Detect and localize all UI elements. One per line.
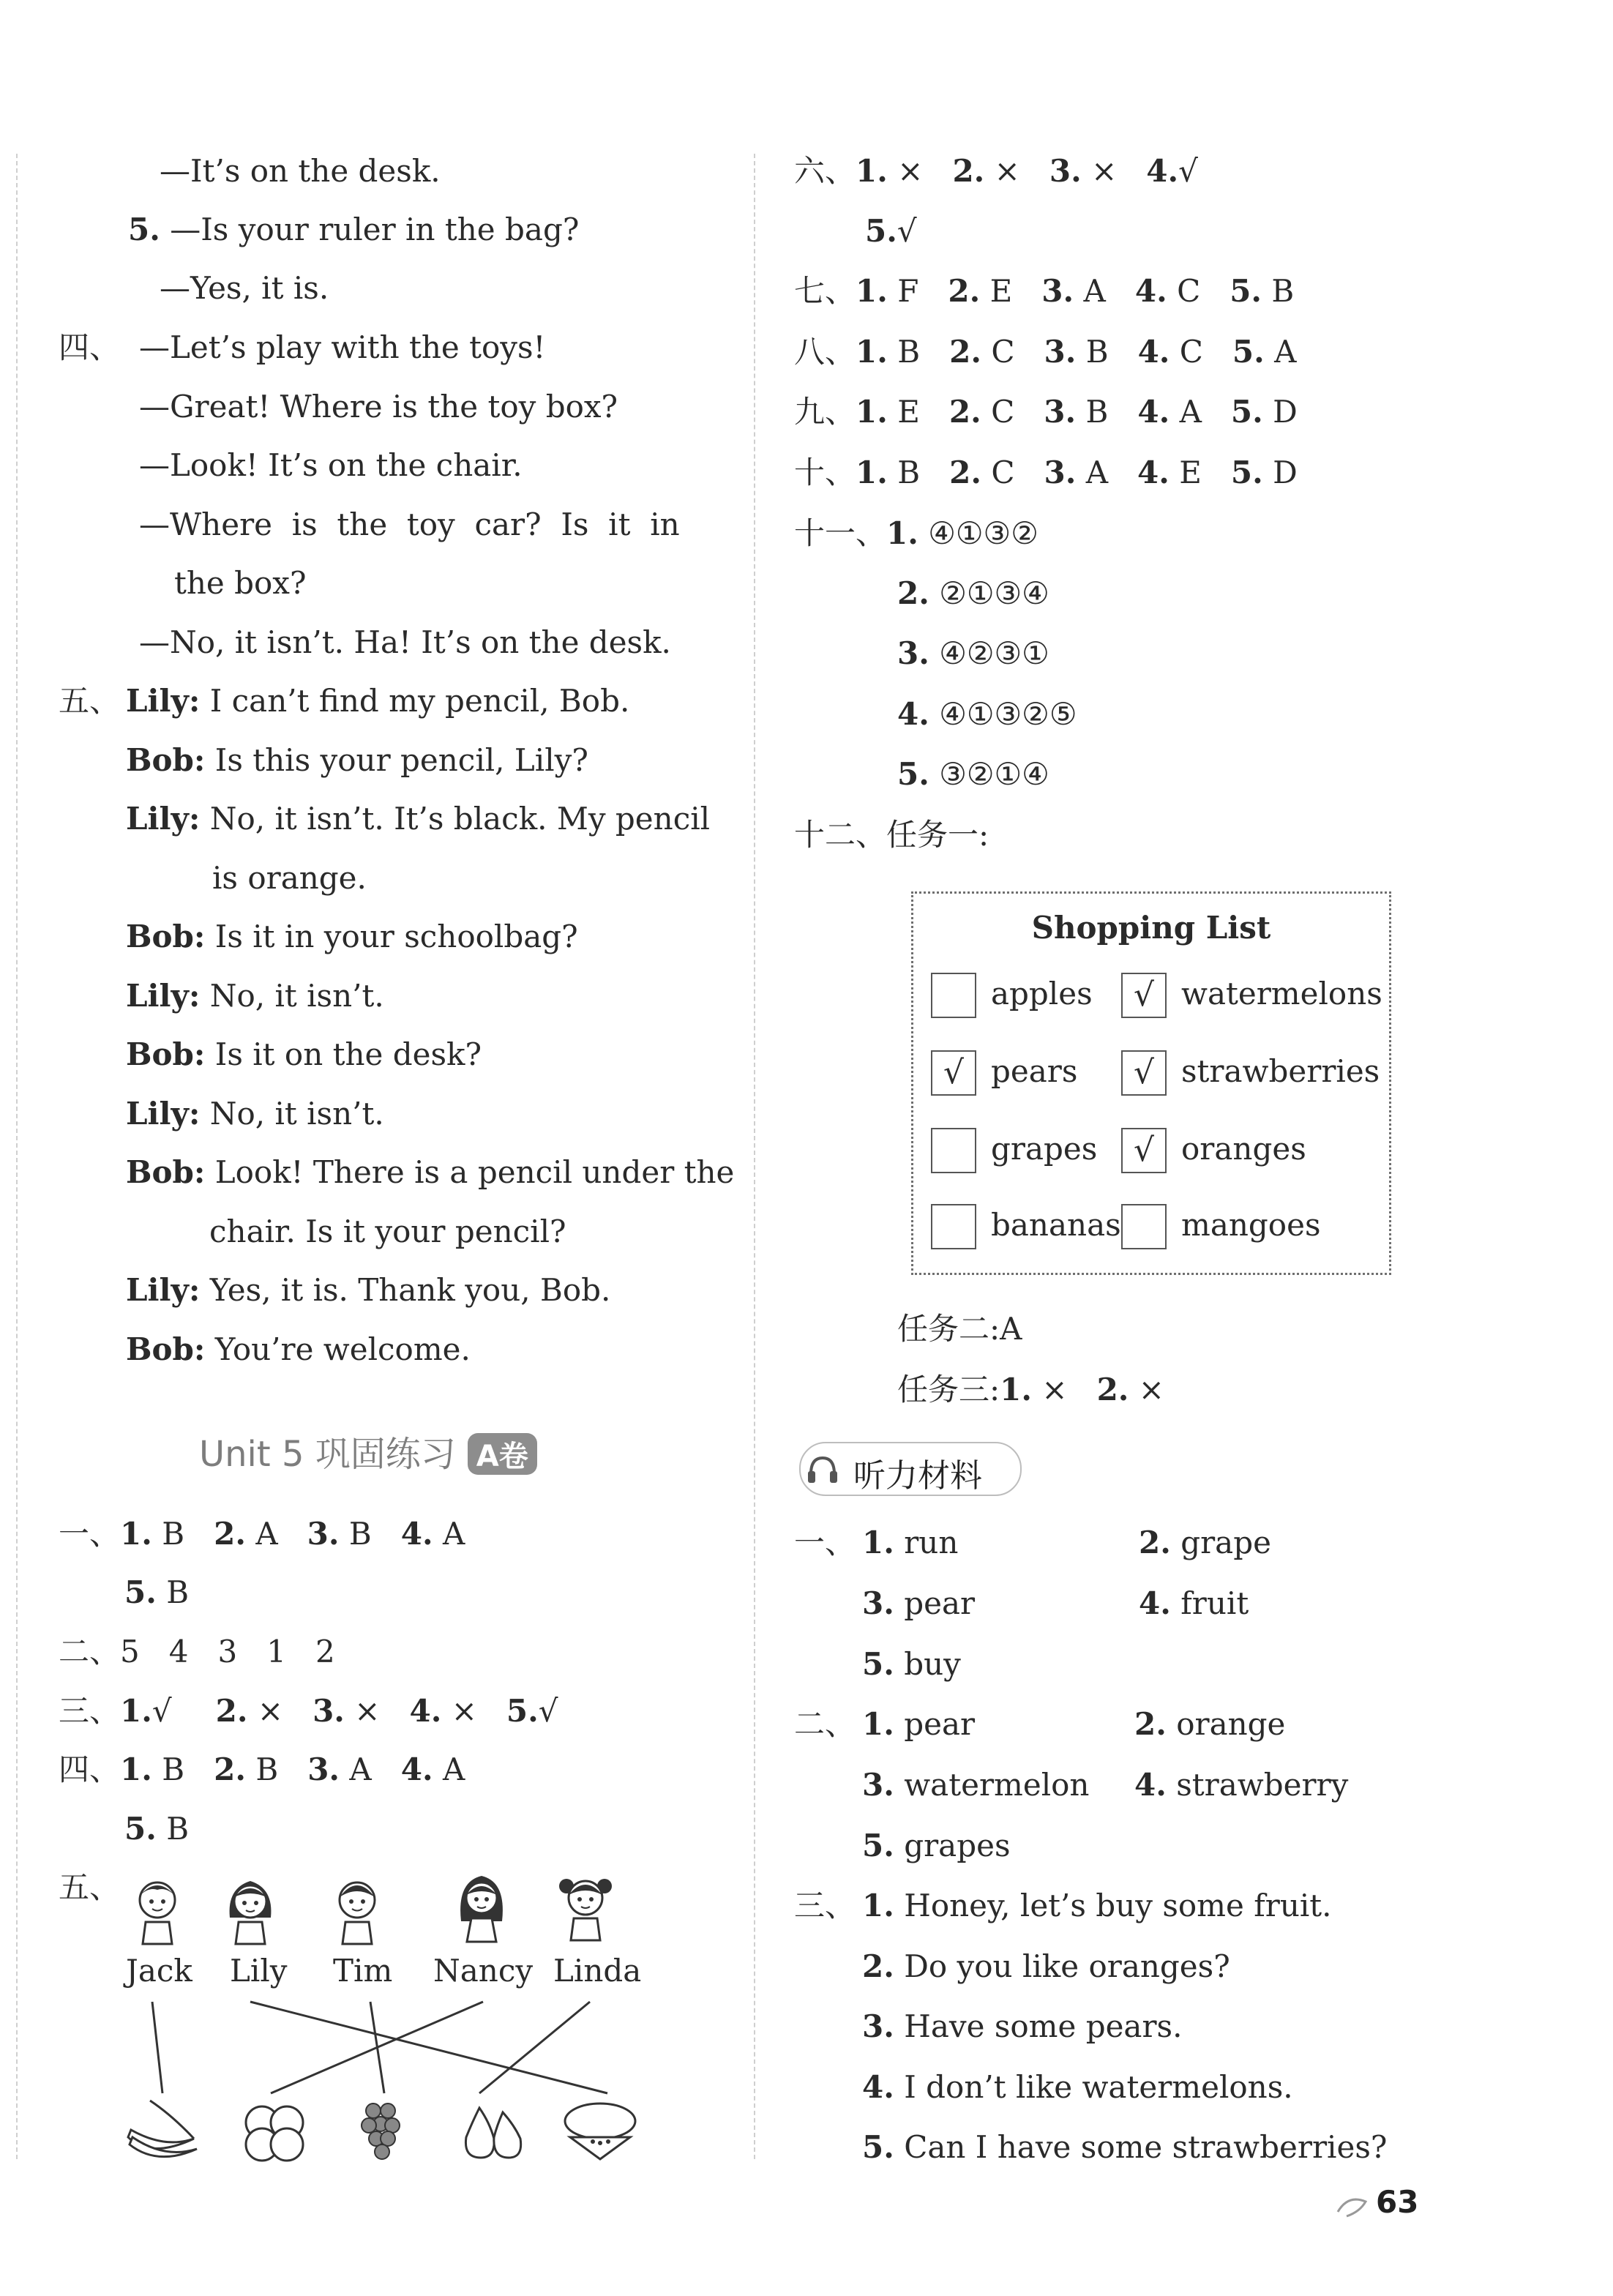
item-number: 2. bbox=[897, 575, 929, 611]
speech: Is this your pencil, Lily? bbox=[214, 742, 588, 778]
item-number: 1. bbox=[856, 273, 888, 309]
item-number: 5. bbox=[1230, 273, 1262, 309]
answer-row bbox=[59, 1515, 465, 1553]
dialogue-line: —Look! It’s on the chair. bbox=[139, 447, 523, 483]
answer: 3 bbox=[217, 1634, 238, 1669]
item-number: 3. bbox=[1044, 334, 1077, 370]
checkbox: √ bbox=[931, 1050, 976, 1096]
item-number: 5. bbox=[506, 1693, 539, 1729]
dialogue-line bbox=[126, 918, 578, 956]
answer: × bbox=[994, 153, 1020, 189]
item-number: 3. bbox=[1044, 455, 1077, 490]
shopping-list-title: Shopping List bbox=[1031, 910, 1271, 946]
unit-title bbox=[199, 1426, 537, 1476]
kid-name: Jack bbox=[126, 1953, 192, 1989]
answer-row bbox=[794, 272, 1294, 310]
answer: C bbox=[991, 455, 1015, 490]
word: orange bbox=[1176, 1706, 1286, 1742]
dialogue-line bbox=[126, 977, 384, 1015]
item-number: 2. bbox=[214, 1751, 246, 1787]
section-label: 三、 bbox=[794, 1888, 856, 1923]
speech: Is it on the desk? bbox=[214, 1036, 482, 1072]
item-number: 2. bbox=[949, 334, 981, 370]
item-number: 4. bbox=[1137, 334, 1170, 370]
item-number: 5. bbox=[862, 1828, 894, 1863]
answer-row bbox=[59, 1751, 465, 1789]
section-label: 十一、 bbox=[794, 515, 887, 551]
item-number: 1. bbox=[886, 515, 918, 551]
section-label: 四、 bbox=[59, 329, 121, 365]
item-number: 3. bbox=[862, 1585, 894, 1621]
item-number: 2. bbox=[1096, 1372, 1129, 1407]
answer: B bbox=[162, 1751, 185, 1787]
answer: A bbox=[442, 1516, 465, 1552]
dialogue-line: —No, it isn’t. Ha! It’s on the desk. bbox=[139, 624, 671, 660]
item-number: 3. bbox=[307, 1516, 340, 1552]
item-number: 4. bbox=[1134, 273, 1167, 309]
speech: No, it isn’t. It’s black. My pencil bbox=[209, 801, 711, 837]
item-number: 3. bbox=[862, 1767, 894, 1803]
dialogue-line bbox=[126, 800, 710, 838]
answer: E bbox=[1179, 455, 1202, 490]
answer-row bbox=[124, 1574, 189, 1612]
answer: 2 bbox=[315, 1634, 335, 1669]
item-number: 1. bbox=[856, 455, 888, 490]
answer: 1 bbox=[266, 1634, 286, 1669]
word-item bbox=[1139, 1524, 1271, 1562]
checkbox: √ bbox=[1121, 1050, 1167, 1096]
kid-name: Linda bbox=[553, 1953, 642, 1989]
speech: No, it isn’t. bbox=[209, 1096, 384, 1132]
speaker: Lily: bbox=[126, 801, 201, 837]
checkbox bbox=[931, 973, 976, 1018]
item-number: 5. bbox=[865, 213, 897, 249]
shopping-list bbox=[911, 891, 1391, 1275]
word: run bbox=[904, 1525, 959, 1560]
answer: A bbox=[255, 1516, 278, 1552]
item-number: 5. bbox=[128, 212, 160, 247]
answer: A bbox=[1085, 455, 1109, 490]
speech: No, it isn’t. bbox=[209, 978, 384, 1014]
answer: C bbox=[991, 334, 1015, 370]
item-number: 4. bbox=[1137, 455, 1169, 490]
item-number: 4. bbox=[400, 1516, 433, 1552]
answer-row bbox=[794, 393, 1298, 431]
sentence: Can I have some strawberries? bbox=[904, 2129, 1388, 2165]
speaker: Bob: bbox=[126, 1331, 206, 1367]
item-number: 3. bbox=[862, 2008, 894, 2044]
answer-row bbox=[59, 1633, 335, 1671]
word-item bbox=[862, 1827, 1011, 1865]
word: buy bbox=[904, 1646, 961, 1682]
section-label: 八、 bbox=[794, 334, 856, 370]
word: pear bbox=[904, 1585, 976, 1621]
answer: ④①③②⑤ bbox=[939, 696, 1077, 732]
item-number: 5. bbox=[124, 1574, 157, 1610]
answer: ④②③① bbox=[939, 635, 1049, 671]
word-item bbox=[862, 1645, 961, 1683]
section-label: 九、 bbox=[794, 394, 856, 430]
unit-badge: A卷 bbox=[468, 1433, 537, 1475]
answer: 4 bbox=[168, 1634, 189, 1669]
sentence: Honey, let’s buy some fruit. bbox=[904, 1888, 1332, 1923]
answer: B bbox=[897, 455, 921, 490]
sentence: Have some pears. bbox=[904, 2008, 1183, 2044]
list-item: oranges bbox=[1181, 1131, 1306, 1167]
answer-row bbox=[897, 1310, 1022, 1348]
section-label: 二、 bbox=[794, 1706, 856, 1742]
checkbox bbox=[1121, 1204, 1167, 1249]
section-label: 四、 bbox=[59, 1751, 121, 1787]
speech: Is it in your schoolbag? bbox=[214, 919, 578, 954]
listening-title: 听力材料 bbox=[853, 1457, 982, 1495]
banana-icon bbox=[121, 2086, 201, 2166]
checkbox bbox=[931, 1128, 976, 1173]
item-number: 4. bbox=[1134, 1767, 1167, 1803]
item-number: 3. bbox=[1044, 394, 1077, 430]
word: strawberry bbox=[1176, 1767, 1349, 1803]
speaker: Lily: bbox=[126, 1096, 201, 1132]
word-item bbox=[862, 1766, 1089, 1804]
tim-avatar bbox=[328, 1874, 386, 1947]
sentence-item bbox=[862, 2068, 1293, 2106]
section-label: 三、 bbox=[59, 1693, 121, 1729]
speaker: Lily: bbox=[126, 683, 201, 719]
checkbox: √ bbox=[1121, 973, 1167, 1018]
item-number: 4. bbox=[1137, 394, 1170, 430]
section-label: 十二、 bbox=[794, 817, 887, 853]
item-number: 4. bbox=[1139, 1585, 1171, 1621]
checkbox: √ bbox=[1121, 1128, 1167, 1173]
word-item bbox=[1134, 1705, 1285, 1743]
word: fruit bbox=[1180, 1585, 1249, 1621]
dialogue-line bbox=[126, 682, 629, 720]
answer-row bbox=[897, 575, 1049, 613]
dialogue-line bbox=[126, 1153, 734, 1192]
answer: B bbox=[348, 1516, 372, 1552]
list-item: mangoes bbox=[1181, 1207, 1321, 1243]
item-number: 3. bbox=[1041, 273, 1074, 309]
item-number: 5. bbox=[1230, 455, 1263, 490]
word: grapes bbox=[904, 1828, 1011, 1863]
left-margin-divider bbox=[16, 154, 18, 2159]
word-item bbox=[1139, 1585, 1249, 1623]
answer-row bbox=[897, 635, 1049, 673]
answer: × bbox=[257, 1693, 284, 1729]
word: grape bbox=[1180, 1525, 1271, 1560]
checkbox bbox=[931, 1204, 976, 1249]
answer: A bbox=[1274, 334, 1297, 370]
section-label: 七、 bbox=[794, 273, 856, 309]
answer: B bbox=[166, 1811, 190, 1847]
item-number: 5. bbox=[1230, 394, 1263, 430]
speaker: Bob: bbox=[126, 742, 206, 778]
answer: D bbox=[1273, 394, 1298, 430]
section-label: 一、 bbox=[794, 1525, 856, 1560]
item-number: 5. bbox=[862, 1646, 894, 1682]
word-item bbox=[862, 1705, 975, 1743]
answer: × bbox=[1041, 1372, 1068, 1407]
list-item: strawberries bbox=[1181, 1053, 1380, 1089]
item-number: 5. bbox=[124, 1811, 157, 1847]
item-number: 2. bbox=[1134, 1706, 1167, 1742]
answer-row bbox=[897, 695, 1077, 733]
page-corner-decoration-icon bbox=[1333, 2180, 1377, 2224]
answer: B bbox=[166, 1574, 190, 1610]
nancy-avatar bbox=[452, 1870, 511, 1943]
answer-row bbox=[897, 755, 1049, 793]
word: pear bbox=[904, 1706, 976, 1742]
item-number: 3. bbox=[307, 1751, 340, 1787]
item-number: 5. bbox=[897, 756, 929, 792]
answer: B bbox=[1085, 334, 1109, 370]
kid-name: Tim bbox=[333, 1953, 393, 1989]
item-number: 2. bbox=[1139, 1525, 1171, 1560]
answer: C bbox=[991, 394, 1015, 430]
sentence: I don’t like watermelons. bbox=[904, 2069, 1293, 2105]
answer-row bbox=[794, 152, 1198, 190]
answer-row bbox=[794, 333, 1296, 371]
pear-icon bbox=[450, 2086, 531, 2166]
dialogue-line: is orange. bbox=[212, 860, 367, 896]
item-number: 1. bbox=[856, 334, 888, 370]
answer: A bbox=[349, 1751, 372, 1787]
item-number: 4. bbox=[897, 696, 929, 732]
conv-line bbox=[128, 211, 579, 249]
dialogue-line: —Where is the toy car? Is it in bbox=[139, 506, 680, 542]
word-item bbox=[862, 1524, 958, 1562]
answer: C bbox=[1177, 273, 1201, 309]
answer-row bbox=[865, 212, 917, 250]
item-number: 1. bbox=[1000, 1372, 1033, 1407]
list-item: apples bbox=[991, 976, 1093, 1011]
section-label: 五、 bbox=[59, 683, 121, 719]
speech: Yes, it is. Thank you, Bob. bbox=[209, 1272, 611, 1308]
headphones-icon bbox=[806, 1454, 839, 1486]
item-number: 5. bbox=[1232, 334, 1265, 370]
speaker: Bob: bbox=[126, 1154, 206, 1190]
list-item: grapes bbox=[991, 1131, 1098, 1167]
speaker: Bob: bbox=[126, 919, 206, 954]
sentence-item bbox=[862, 2128, 1387, 2166]
item-number: 1. bbox=[862, 1888, 894, 1923]
item-number: 1. bbox=[862, 1525, 894, 1560]
item-number: 5. bbox=[862, 2129, 894, 2165]
speaker: Lily: bbox=[126, 978, 201, 1014]
sentence-item bbox=[862, 1948, 1230, 1986]
dialogue-line: —Great! Where is the toy box? bbox=[139, 389, 618, 425]
watermelon-icon bbox=[560, 2086, 640, 2166]
section-label: 十、 bbox=[794, 455, 856, 490]
listening-header bbox=[799, 1442, 1022, 1496]
item-number: 4. bbox=[862, 2069, 894, 2105]
answer: B bbox=[255, 1751, 279, 1787]
page-number: 63 bbox=[1376, 2184, 1419, 2220]
answer: ②①③④ bbox=[939, 575, 1049, 611]
word-item bbox=[1134, 1766, 1348, 1804]
word-item bbox=[862, 1585, 975, 1623]
dialogue-line bbox=[126, 741, 588, 779]
item-number: 2. bbox=[215, 1693, 248, 1729]
task-label: 任务三: bbox=[897, 1372, 1000, 1407]
item-number: 2. bbox=[949, 455, 981, 490]
answer: ④①③② bbox=[928, 515, 1038, 551]
answer: × bbox=[1138, 1372, 1164, 1407]
item-number: 4. bbox=[400, 1751, 433, 1787]
answer: B bbox=[162, 1516, 185, 1552]
speech: Look! There is a pencil under the bbox=[214, 1154, 735, 1190]
section-label: 二、 bbox=[59, 1634, 121, 1669]
answer: A bbox=[1000, 1311, 1022, 1347]
speaker: Lily: bbox=[126, 1272, 201, 1308]
item-number: 2. bbox=[862, 1948, 894, 1984]
dialogue-line: chair. Is it your pencil? bbox=[209, 1214, 566, 1249]
answer: √ bbox=[151, 1693, 172, 1729]
conv-line: —Yes, it is. bbox=[160, 270, 329, 306]
list-item: watermelons bbox=[1181, 976, 1382, 1011]
item-number: 2. bbox=[952, 153, 985, 189]
answer: A bbox=[1083, 273, 1106, 309]
answer-row bbox=[794, 515, 1038, 553]
conv-line: —It’s on the desk. bbox=[160, 153, 441, 189]
answer: A bbox=[442, 1751, 465, 1787]
word: watermelon bbox=[904, 1767, 1090, 1803]
answer: × bbox=[354, 1693, 381, 1729]
item-number: 2. bbox=[948, 394, 981, 430]
task-label: 任务一: bbox=[886, 817, 989, 853]
speech: You’re welcome. bbox=[214, 1331, 471, 1367]
answer: E bbox=[897, 394, 920, 430]
item-number: 1. bbox=[862, 1706, 894, 1742]
item-number: 4. bbox=[1146, 153, 1179, 189]
answer: 5 bbox=[120, 1634, 140, 1669]
section-label: 一、 bbox=[59, 1516, 121, 1552]
answer: D bbox=[1273, 455, 1298, 490]
dialogue-line bbox=[126, 1271, 610, 1309]
item-number: 1. bbox=[856, 394, 888, 430]
item-number: 2. bbox=[214, 1516, 246, 1552]
answer: × bbox=[451, 1693, 477, 1729]
answer: √ bbox=[897, 213, 917, 249]
item-number: 2. bbox=[948, 273, 981, 309]
kid-name: Nancy bbox=[433, 1953, 534, 1989]
item-number: 3. bbox=[1049, 153, 1082, 189]
sentence-item bbox=[862, 1887, 1332, 1925]
task-label: 任务二: bbox=[897, 1311, 1000, 1347]
linda-avatar bbox=[556, 1870, 615, 1943]
item-number: 1. bbox=[856, 153, 888, 189]
dialogue-line: the box? bbox=[174, 565, 307, 601]
dialogue-line bbox=[126, 1036, 482, 1074]
speaker: Bob: bbox=[126, 1036, 206, 1072]
answer: B bbox=[897, 334, 921, 370]
answer: √ bbox=[1178, 153, 1198, 189]
item-number: 1. bbox=[120, 1693, 152, 1729]
orange-icon bbox=[234, 2086, 315, 2166]
answer: B bbox=[1271, 273, 1295, 309]
item-number: 3. bbox=[897, 635, 929, 671]
speech: I can’t find my pencil, Bob. bbox=[209, 683, 630, 719]
dialogue-line bbox=[126, 1331, 471, 1369]
answer-row bbox=[794, 816, 989, 854]
unit-title-text: Unit 5 巩固练习 bbox=[199, 1434, 456, 1475]
answer: √ bbox=[538, 1693, 558, 1729]
item-number: 4. bbox=[409, 1693, 442, 1729]
sentence-item bbox=[862, 2008, 1182, 2046]
answer: C bbox=[1179, 334, 1203, 370]
answer: E bbox=[989, 273, 1013, 309]
dialogue-line: —Let’s play with the toys! bbox=[139, 329, 546, 365]
answer: × bbox=[1091, 153, 1118, 189]
jack-avatar bbox=[128, 1874, 187, 1947]
answer: × bbox=[897, 153, 924, 189]
section-label: 六、 bbox=[794, 153, 856, 189]
answer: B bbox=[1085, 394, 1109, 430]
answer-row bbox=[124, 1810, 189, 1848]
sentence: Do you like oranges? bbox=[904, 1948, 1230, 1984]
item-number: 1. bbox=[120, 1751, 152, 1787]
conv-text: —Is your ruler in the bag? bbox=[170, 212, 580, 247]
section-label: 五、 bbox=[59, 1869, 121, 1905]
answer-row bbox=[794, 454, 1298, 492]
list-item: pears bbox=[991, 1053, 1078, 1089]
answer: A bbox=[1179, 394, 1202, 430]
column-divider bbox=[754, 154, 755, 2159]
item-number: 3. bbox=[313, 1693, 345, 1729]
list-item: bananas bbox=[991, 1207, 1121, 1243]
answer: F bbox=[897, 273, 919, 309]
answer: ③②①④ bbox=[939, 756, 1049, 792]
kid-name: Lily bbox=[230, 1953, 288, 1989]
dialogue-line bbox=[126, 1095, 384, 1133]
answer-row bbox=[59, 1692, 558, 1730]
lily-avatar bbox=[221, 1874, 280, 1947]
answer-row bbox=[897, 1371, 1164, 1409]
item-number: 1. bbox=[120, 1516, 152, 1552]
grape-icon bbox=[344, 2086, 424, 2166]
